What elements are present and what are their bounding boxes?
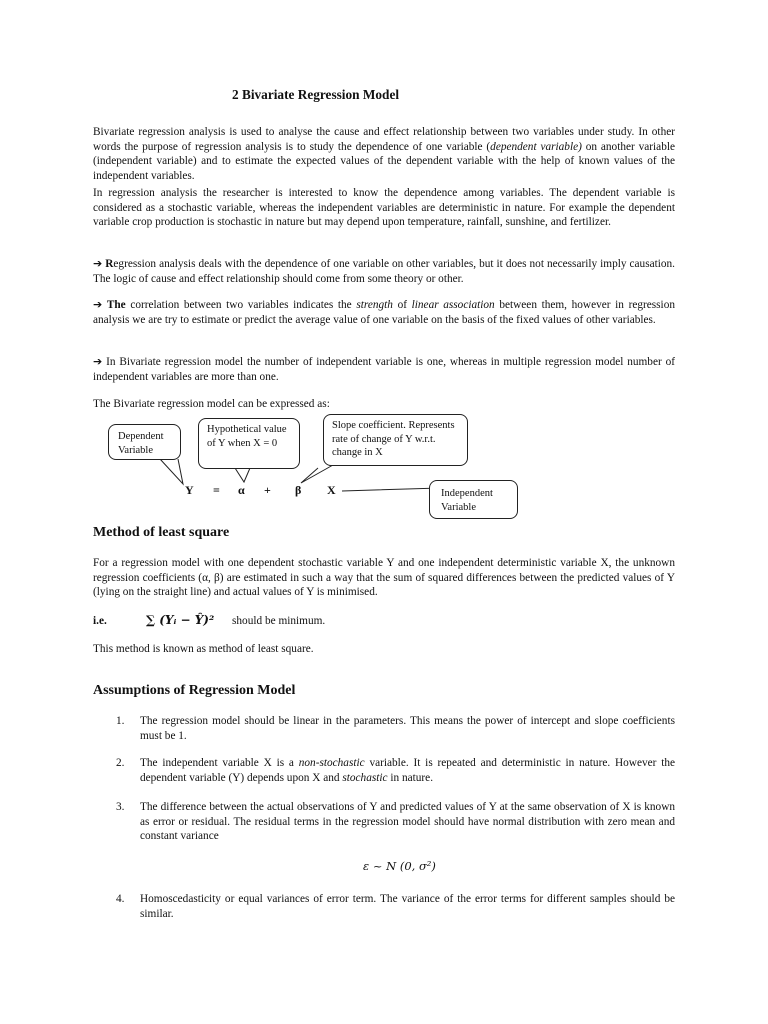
independent-variable-callout bbox=[429, 480, 518, 519]
error-distribution-formula: ε ~ N (0, σ²) bbox=[363, 859, 436, 873]
dependent-callout-tail bbox=[160, 459, 183, 484]
dependent-variable-callout bbox=[108, 424, 181, 460]
least-square-conclusion: This method is known as method of least square. bbox=[93, 643, 314, 655]
least-square-heading: Method of least square bbox=[93, 525, 230, 540]
assumption-2-nonstochastic: non-stochastic bbox=[298, 757, 365, 769]
equation-plus: + bbox=[264, 483, 271, 497]
equation-equals: = bbox=[213, 483, 220, 497]
equation-y: Y bbox=[185, 483, 194, 497]
hypothetical-value-callout bbox=[198, 418, 300, 469]
assumption-2-stochastic: stochastic bbox=[342, 771, 388, 784]
page-title: 2 Bivariate Regression Model bbox=[232, 87, 400, 102]
intro-paragraph-2: In regression analysis the researcher is interested to know the dependence among variables. The dependent variable is considered as a stochastic variable, whereas the independent variables are deterministic in nature. For example the dependent variable crop production is stochastic in nature but may depend upon temperature, rainfall, sunshine, and fertilizer. bbox=[93, 187, 675, 229]
intro-p1-text-b: on another variable (independent variable) and to estimate the expected values of the dependent variable with the help of known values of the independent variables. bbox=[93, 140, 675, 182]
assumption-1-text: The regression model should be linear in the parameters. This means the power of intercept and slope coefficients must be 1. bbox=[140, 715, 675, 742]
assumption-4-number: 4. bbox=[116, 893, 125, 905]
assumption-2-text-a: The independent variable X is a bbox=[140, 757, 299, 769]
intro-p1-dependent: dependent variable) bbox=[490, 140, 582, 153]
slope-callout-tail bbox=[301, 465, 333, 483]
intro-p1-text-a: Bivariate regression analysis is used to analyse the cause and effect relationship between two variables under study. In other words the purpose of regression analysis is to study the dependence of one variable ( bbox=[93, 126, 675, 153]
least-square-paragraph: For a regression model with one dependent stochastic variable Y and one independent deterministic variable X, the unknown regression coefficients (α, β) are estimated in such a way that the sum of squared differences between the predicted values of Y (lying on the straight line) and actual values of Y is minimised. bbox=[93, 557, 675, 599]
equation-beta: β bbox=[295, 483, 302, 497]
assumption-1-number: 1. bbox=[116, 715, 125, 727]
assumption-3-number: 3. bbox=[116, 801, 125, 813]
intro-p4-lead: The bbox=[106, 299, 126, 311]
assumption-4-text: Homoscedasticity or equal variances of error term. The variance of the error terms for different samples should be similar. bbox=[140, 893, 675, 920]
slope-coefficient-label: Slope coefficient. Represents rate of change of Y w.r.t. change in X bbox=[332, 420, 455, 458]
assumption-2-text bbox=[140, 756, 675, 785]
assumption-2-number: 2. bbox=[116, 757, 125, 769]
arrow-icon: ➔ bbox=[93, 355, 103, 368]
intro-p4-text-a: correlation between two variables indicates the bbox=[125, 299, 357, 311]
intro-p4-strength: strength bbox=[356, 299, 393, 311]
slope-coefficient-callout bbox=[323, 414, 468, 466]
hypothetical-callout-tail bbox=[235, 468, 250, 482]
intro-p4-linear: linear association bbox=[411, 299, 495, 311]
ie-label: i.e. bbox=[93, 615, 107, 627]
equation-x: X bbox=[327, 483, 336, 497]
formula-suffix: should be minimum. bbox=[232, 615, 326, 627]
assumption-2-text-c: in nature. bbox=[387, 771, 434, 784]
arrow-icon: ➔ bbox=[93, 257, 103, 270]
intro-p3-rest: egression analysis deals with the dependence of one variable on other variables, but it does not necessarily imply causation. The logic of cause and effect relationship should come from some theory or other. bbox=[93, 258, 676, 285]
independent-variable-label: Independent Variable bbox=[441, 488, 493, 513]
hypothetical-value-label: Hypothetical value of Y when X = 0 bbox=[207, 424, 287, 449]
assumption-2-text-b: variable. It is repeated and deterministic in nature. However the dependent variable (Y) depends upon X and bbox=[140, 757, 675, 784]
intro-p4-of: of bbox=[392, 299, 412, 311]
intro-paragraph-6: The Bivariate regression model can be expressed as: bbox=[93, 398, 330, 410]
assumptions-heading: Assumptions of Regression Model bbox=[93, 683, 296, 698]
intro-p4-text-b: between them, however in regression analysis we are try to estimate or predict the average value of one variable on the basis of the fixed values of other variables. bbox=[93, 299, 675, 326]
assumption-3-text: The difference between the actual observations of Y and predicted values of Y at the same observation of X is known as error or residual. The residual terms in the regression model should have normal distribution with zero mean and constant variance bbox=[140, 801, 675, 843]
intro-p5-text: In Bivariate regression model the number of independent variable is one, whereas in multiple regression model number of independent variables are more than one. bbox=[93, 356, 675, 383]
least-square-formula: ∑ (Yᵢ − Ŷ)² bbox=[146, 613, 215, 627]
independent-callout-line bbox=[342, 488, 440, 497]
dependent-variable-label: Dependent Variable bbox=[118, 431, 164, 456]
arrow-icon: ➔ bbox=[93, 298, 103, 311]
equation-alpha: α bbox=[238, 483, 245, 497]
intro-p3-lead: R bbox=[105, 258, 114, 270]
